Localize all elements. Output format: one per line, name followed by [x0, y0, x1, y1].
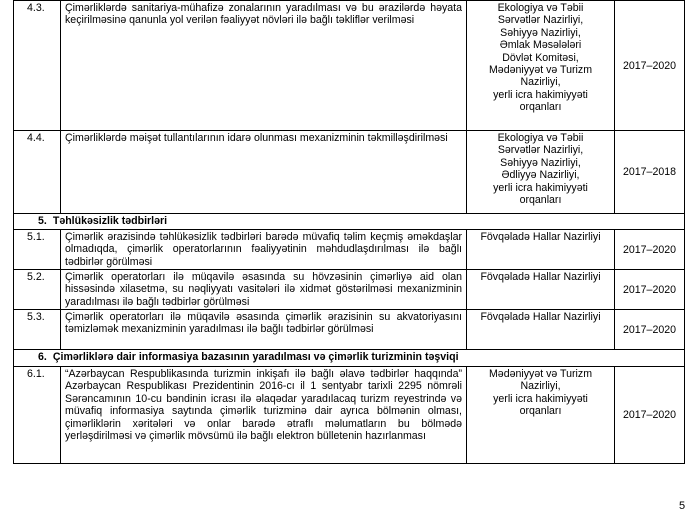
period-cell: 2017–2020 — [615, 230, 685, 270]
task-text: Çimərlik ərazisində təhlükəsizlik tədbirləri barədə müvafiq təlim keçmiş əməkdaşlar olmadıqda, çimərlik operatorlarının fəaliyyətinin məhdudlaşdırılması ilə bağlı tədbirlər görülməsi — [61, 230, 467, 270]
action-plan-table — [13, 0, 685, 464]
table-row — [14, 270, 685, 310]
executors-cell — [467, 367, 615, 464]
executor-line: Mədəniyyət və Turizm — [488, 64, 593, 77]
task-text: Çimərliklərdə sanitariya-mühafizə zonalarının yaradılması və bu ərazilərdə həyata keçirilməsinə qanunla yol verilən fəaliyyət növləri ilə bağlı təkliflər verilməsi — [61, 1, 467, 131]
table-row — [14, 310, 685, 350]
section-header — [14, 350, 685, 367]
executor-line: yerli icra hakimiyyəti — [493, 88, 588, 101]
section-title-cell — [14, 350, 685, 367]
executor-line: Ekologiya və Təbii — [497, 2, 584, 14]
table-row — [14, 367, 685, 464]
row-number: 6.1. — [14, 367, 61, 464]
period-cell: 2017–2020 — [615, 367, 685, 464]
section-title: Çimərliklərə dair informasiya bazasının yaradılması və çimərlik turizminin təşviqi — [52, 351, 459, 363]
section-number: 6. — [38, 351, 47, 363]
executor-line: Ekologiya və Təbii — [497, 132, 584, 144]
executor-cell: Fövqəladə Hallar Nazirliyi — [467, 310, 615, 350]
table-row — [14, 131, 685, 214]
period-cell: 2017–2018 — [615, 131, 685, 214]
executor-line: yerli icra hakimiyyəti — [493, 392, 588, 405]
executor-line: Dövlət Komitəsi, — [502, 51, 579, 64]
executor-line: orqanları — [519, 194, 562, 207]
executor-line: Nazirliyi, — [520, 380, 561, 393]
executor-cell: Fövqəladə Hallar Nazirliyi — [467, 230, 615, 270]
task-text: “Azərbaycan Respublikasında turizmin inkişafı ilə bağlı əlavə tədbirlər haqqında” Azərbaycan Respublikası Prezidentinin 2016-cı il 1 sentyabr tarixli 2295 nömrəli Sərəncamının 10-cu bəndinin icrası ilə əlaqədar yaradılacaq turizm reyestrində və müvafiq informasiya saytında çimərlik turizminə dair ayrıca bölmənin olması, çimərliklərin xəritələri və onlar barədə ətraflı məlumatların bu bölmədə yerləşdirilməsi və çimərlik mövsümü ilə bağlı elektron bülletenin hazırlanması — [61, 367, 467, 464]
page-number: 5 — [679, 500, 686, 512]
executor-line: orqanları — [519, 405, 562, 418]
section-header — [14, 214, 685, 230]
task-text: Çimərlik operatorları ilə müqavilə əsasında çimərlik ərazisinin su akvatoriyasını təmizləmək mexanizminin yaradılması ilə bağlı tədbirlər görülməsi — [61, 310, 467, 350]
executor-line: Səhiyyə Nazirliyi, — [500, 26, 581, 39]
executor-line: Sərvətlər Nazirliyi, — [497, 144, 584, 157]
executor-line: Mədəniyyət və Turizm — [488, 368, 593, 380]
row-number: 5.2. — [14, 270, 61, 310]
executor-cell: Fövqəladə Hallar Nazirliyi — [467, 270, 615, 310]
executor-line: Sərvətlər Nazirliyi, — [497, 14, 584, 27]
executors-cell — [467, 131, 615, 214]
table-row — [14, 1, 685, 131]
row-number: 5.3. — [14, 310, 61, 350]
executors-cell — [467, 1, 615, 131]
executor-line: Səhiyyə Nazirliyi, — [500, 156, 581, 169]
executor-line: Əmlak Məsələləri — [499, 39, 582, 52]
executor-line: Ədliyyə Nazirliyi, — [501, 169, 580, 182]
row-number: 4.4. — [14, 131, 61, 214]
row-number: 5.1. — [14, 230, 61, 270]
executor-line: orqanları — [519, 101, 562, 114]
task-text: Çimərliklərdə məişət tullantılarının idarə olunması mexanizminin təkmilləşdirilməsi — [61, 131, 467, 214]
section-title-cell — [14, 214, 685, 230]
period-cell: 2017–2020 — [615, 270, 685, 310]
section-number: 5. — [38, 215, 47, 227]
period-cell: 2017–2020 — [615, 310, 685, 350]
section-title: Təhlükəsizlik tədbirləri — [52, 215, 168, 227]
row-number: 4.3. — [14, 1, 61, 131]
executor-line: Nazirliyi, — [520, 76, 561, 89]
table-row — [14, 230, 685, 270]
task-text: Çimərlik operatorları ilə müqavilə əsasında su hövzəsinin çimərliyə aid olan hissəsində xilasetmə, su nəqliyyatı vasitələri ilə xidmət göstərilməsi mexanizminin yaradılması ilə bağlı tədbirlər görülməsi — [61, 270, 467, 310]
period-cell: 2017–2020 — [615, 1, 685, 131]
executor-line: yerli icra hakimiyyəti — [493, 181, 588, 194]
